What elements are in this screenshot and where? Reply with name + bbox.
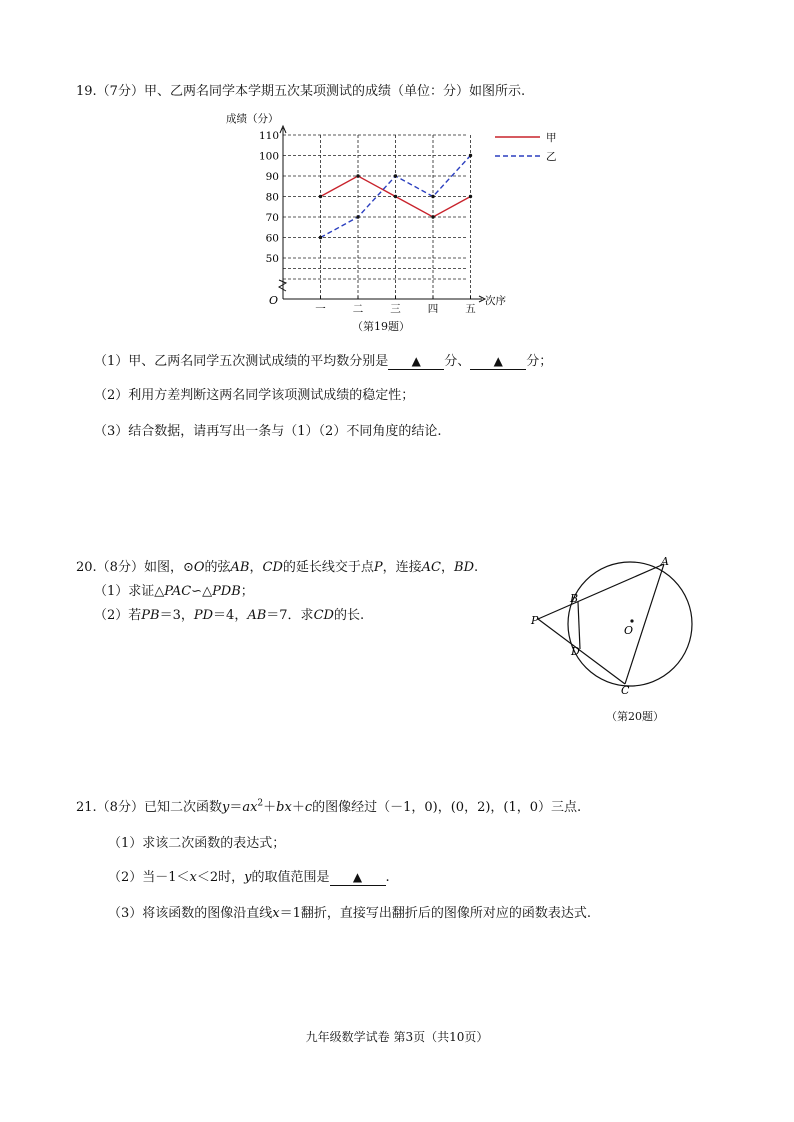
q21-part3-a: （3）将该函数的图像沿直线 — [108, 906, 273, 921]
y-tick-label: 60 — [265, 232, 279, 245]
q20-eq7: ＝7．求 — [266, 608, 314, 623]
q20-circle-diagram — [522, 552, 702, 700]
y-tick-label: 80 — [265, 191, 279, 204]
q19-answer-blank-1[interactable] — [388, 354, 444, 370]
q20-stem — [76, 556, 478, 575]
label-o: O — [624, 624, 634, 637]
label-p: P — [531, 614, 539, 627]
q20-comma: ， — [249, 560, 263, 575]
q21-bx: bx — [276, 800, 292, 815]
q21-y: y — [221, 800, 230, 815]
q20-stem-ab: AB — [230, 560, 250, 575]
q21-sup2: 2 — [257, 798, 264, 809]
q20-part1-a: （1）求证△ — [94, 584, 165, 599]
y-tick-label: 110 — [258, 130, 279, 142]
triangle-mark-icon: ▲ — [411, 354, 421, 368]
data-point — [394, 174, 397, 177]
chord-bd — [578, 602, 580, 649]
q21-c: c — [304, 800, 313, 815]
q21-stem-a: 21.（8分）已知二次函数 — [76, 800, 222, 815]
data-point — [469, 195, 472, 198]
q21-eq: ＝ — [229, 800, 243, 815]
q21-ax: ax — [242, 800, 258, 815]
q20-stem-c: 的延长线交于点 — [282, 560, 374, 575]
origin-label: O — [269, 294, 279, 307]
q20-part2-end: 的长. — [333, 608, 365, 623]
q19-caption: （第19题） — [352, 320, 410, 333]
q20-stem-d: ，连接 — [382, 560, 422, 575]
q20-eq4: ＝4， — [213, 608, 248, 623]
y-tick-label: 100 — [258, 150, 279, 163]
q20-stem-o: O — [193, 560, 205, 575]
data-point — [356, 215, 359, 218]
q20-comma-2: ， — [441, 560, 455, 575]
y-tick-label: 90 — [265, 171, 279, 183]
q20-pb: PB — [141, 608, 160, 623]
y-tick-label: 50 — [265, 253, 279, 265]
label-a: A — [661, 555, 669, 568]
q20-stem-p: P — [373, 560, 383, 575]
label-d: D — [571, 645, 580, 658]
q21-answer-blank[interactable] — [330, 870, 386, 886]
q20-cd: CD — [313, 608, 334, 623]
q21-part1: （1）求该二次函数的表达式； — [108, 836, 286, 851]
q19-line-chart — [218, 108, 578, 313]
q20-ab: AB — [247, 608, 267, 623]
q21-part2-a: （2）当－1＜ — [108, 870, 190, 885]
q19-part2: （2）利用方差判断这两名同学该项测试成绩的稳定性； — [94, 388, 415, 403]
q19-part1-text-b: 分、 — [444, 354, 471, 369]
y-tick-label: 70 — [265, 212, 279, 224]
q21-x: x — [189, 870, 197, 885]
q21-part2 — [108, 866, 390, 886]
q20-pd: PD — [193, 608, 214, 623]
q21-part3-b: ＝1翻折，直接写出翻折后的图像所对应的函数表达式. — [279, 906, 592, 921]
q21-part2-c: 的取值范围是 — [251, 870, 330, 885]
data-point — [319, 236, 322, 239]
q19-part1 — [94, 350, 552, 370]
q21-part3-x: x — [272, 906, 280, 921]
q20-stem-cd: CD — [262, 560, 283, 575]
q20-pdb: PDB — [212, 584, 241, 599]
data-point — [431, 215, 434, 218]
q19-answer-blank-2[interactable] — [470, 354, 526, 370]
data-point — [394, 195, 397, 198]
q20-part1 — [94, 580, 254, 599]
triangle-mark-icon: ▲ — [352, 870, 363, 884]
x-tick-label: 二 — [352, 303, 364, 313]
q19-part3: （3）结合数据，请再写出一条与（1）（2）不同角度的结论. — [94, 424, 442, 439]
q19-stem: 19.（7分）甲、乙两名同学本学期五次某项测试的成绩（单位：分）如图所示. — [76, 84, 526, 99]
q20-stem-b: 的弦 — [204, 560, 231, 575]
q21-part3 — [108, 902, 591, 921]
q21-part2-b: ＜2时， — [196, 870, 245, 885]
q20-period: . — [474, 560, 479, 575]
x-tick-label: 五 — [465, 303, 476, 313]
legend-label: 乙 — [546, 151, 557, 163]
x-axis-title: 次序 — [485, 295, 506, 307]
triangle-mark-icon: ▲ — [493, 354, 503, 368]
line-pc — [538, 619, 625, 684]
q19-part1-text: （1）甲、乙两名同学五次测试成绩的平均数分别是 — [94, 354, 389, 369]
q19-part1-text-c: 分； — [526, 354, 553, 369]
q20-sim: ∽△ — [191, 584, 213, 599]
center-point — [630, 619, 633, 622]
data-point — [469, 154, 472, 157]
q20-stem-a: 20.（8分）如图，⊙ — [76, 560, 194, 575]
q20-stem-ac: AC — [421, 560, 441, 575]
q21-plus1: ＋ — [263, 800, 277, 815]
data-point — [319, 195, 322, 198]
q20-pac: PAC — [164, 584, 192, 599]
q20-caption: （第20题） — [606, 710, 664, 723]
data-point — [356, 174, 359, 177]
page-footer: 九年级数学试卷 第3页（共10页） — [305, 1030, 489, 1044]
x-tick-label: 三 — [390, 303, 401, 313]
data-point — [431, 195, 434, 198]
label-c: C — [621, 684, 630, 697]
x-tick-label: 一 — [315, 303, 326, 313]
q21-part2-end: . — [385, 870, 390, 885]
q21-plus2: ＋ — [291, 800, 305, 815]
q21-stem — [76, 796, 581, 815]
q20-part2 — [94, 604, 364, 623]
q20-eq3: ＝3， — [159, 608, 194, 623]
label-b: B — [570, 592, 579, 605]
q20-part2-a: （2）若 — [94, 608, 142, 623]
y-axis-title: 成绩（分） — [226, 113, 279, 125]
line-pa — [538, 564, 664, 619]
q20-stem-bd: BD — [454, 560, 474, 575]
axis-break-icon — [279, 280, 286, 291]
q20-semicolon: ； — [240, 584, 254, 599]
q21-stem-b: 的图像经过（－1，0)，(0，2)，(1，0）三点. — [312, 800, 582, 815]
x-tick-label: 四 — [427, 303, 439, 313]
legend-label: 甲 — [546, 132, 557, 144]
q21-part2-y: y — [244, 870, 252, 885]
